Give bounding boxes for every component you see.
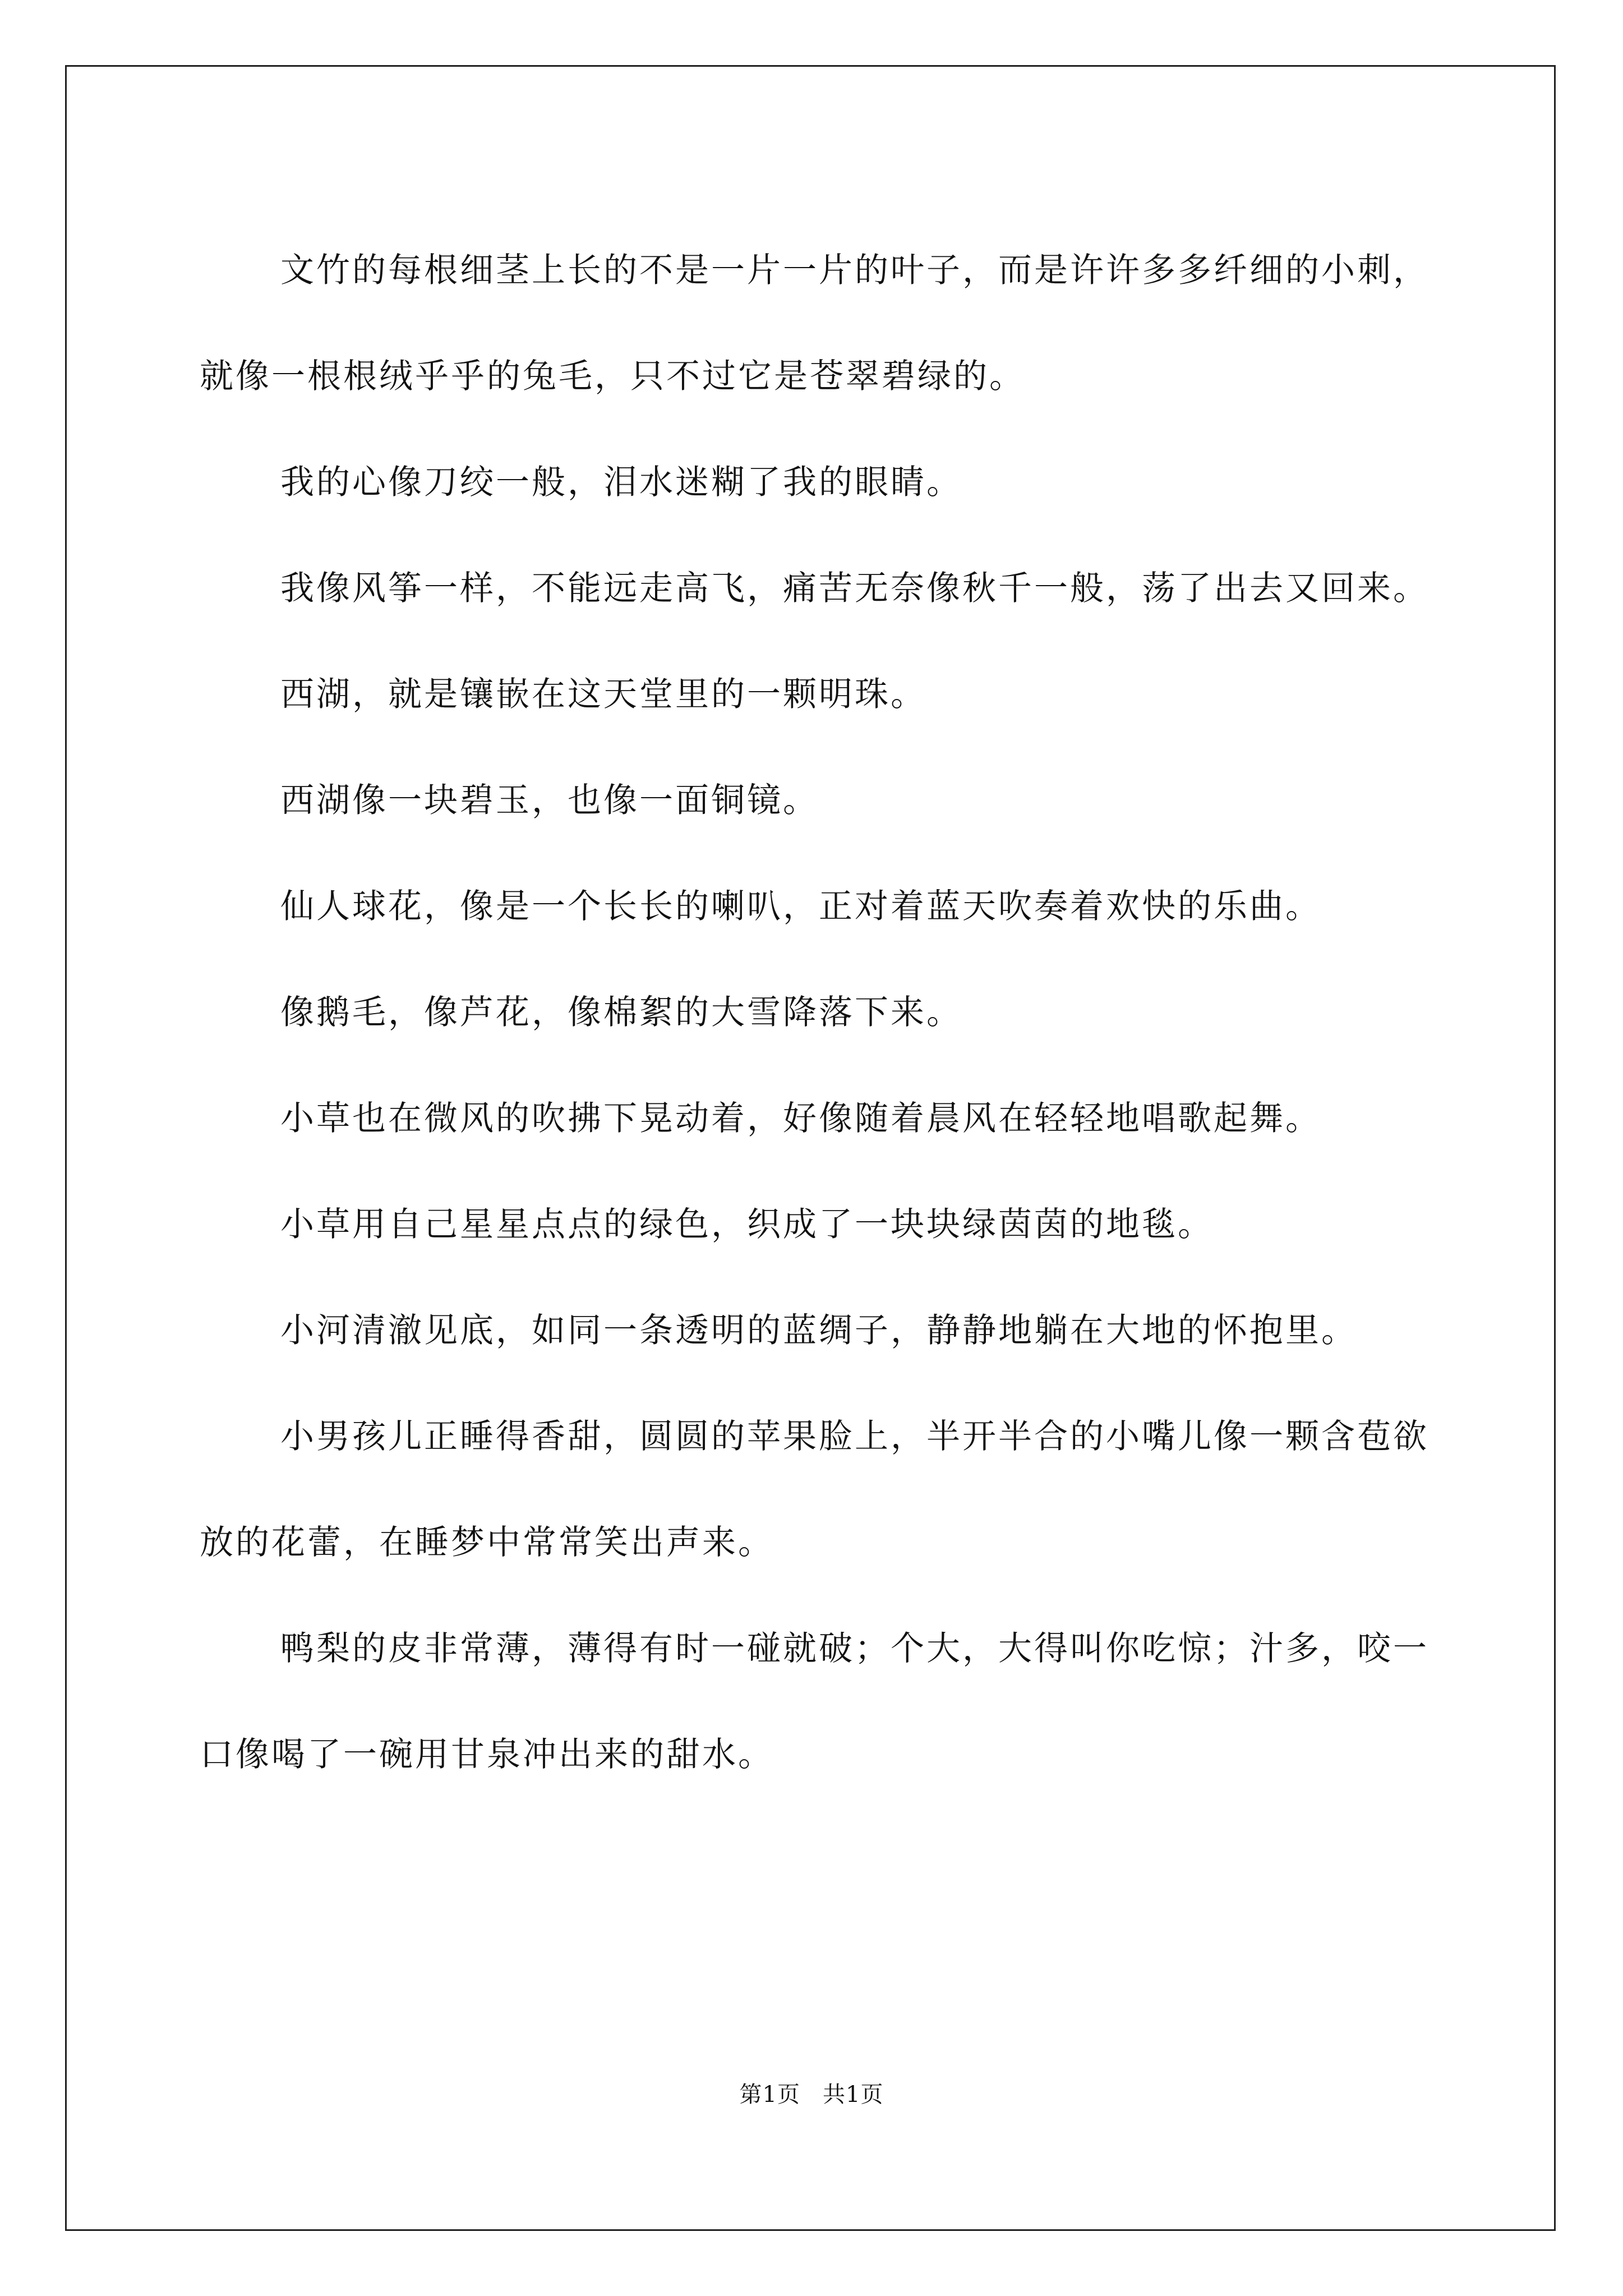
paragraph: 小男孩儿正睡得香甜，圆圆的苹果脸上，半开半合的小嘴儿像一颗含苞欲放的花蕾，在睡梦中常常笑出声来。 [200, 1417, 1429, 1562]
paragraph: 小草用自己星星点点的绿色，织成了一块块绿茵茵的地毯。 [280, 1205, 1214, 1244]
paragraph: 鸭梨的皮非常薄，薄得有时一碰就破；个大，大得叫你吃惊；汁多，咬一口像喝了一碗用甘泉冲出来的甜水。 [200, 1629, 1429, 1774]
paragraph: 我像风筝一样，不能远走高飞，痛苦无奈像秋千一般，荡了出去又回来。 [280, 569, 1429, 608]
paragraph: 西湖，就是镶嵌在这天堂里的一颗明珠。 [280, 675, 926, 714]
page-footer [0, 2077, 1623, 2109]
paragraph: 文竹的每根细茎上长的不是一片一片的叶子，而是许许多多纤细的小刺，就像一根根绒乎乎的兔毛，只不过它是苍翠碧绿的。 [200, 251, 1429, 396]
paragraph: 我的心像刀绞一般，泪水迷糊了我的眼睛。 [280, 463, 962, 502]
page-number: 第1页 [739, 2082, 800, 2108]
paragraph: 像鹅毛，像芦花，像棉絮的大雪降落下来。 [280, 993, 962, 1032]
paragraph: 西湖像一块碧玉，也像一面铜镜。 [280, 781, 819, 820]
document-body [200, 218, 1433, 1808]
paragraph: 小河清澈见底，如同一条透明的蓝绸子，静静地躺在大地的怀抱里。 [280, 1311, 1357, 1350]
page-total: 共1页 [823, 2082, 884, 2108]
paragraph: 仙人球花，像是一个长长的喇叭，正对着蓝天吹奏着欢快的乐曲。 [280, 887, 1321, 926]
paragraph: 小草也在微风的吹拂下晃动着，好像随着晨风在轻轻地唱歌起舞。 [280, 1099, 1321, 1138]
